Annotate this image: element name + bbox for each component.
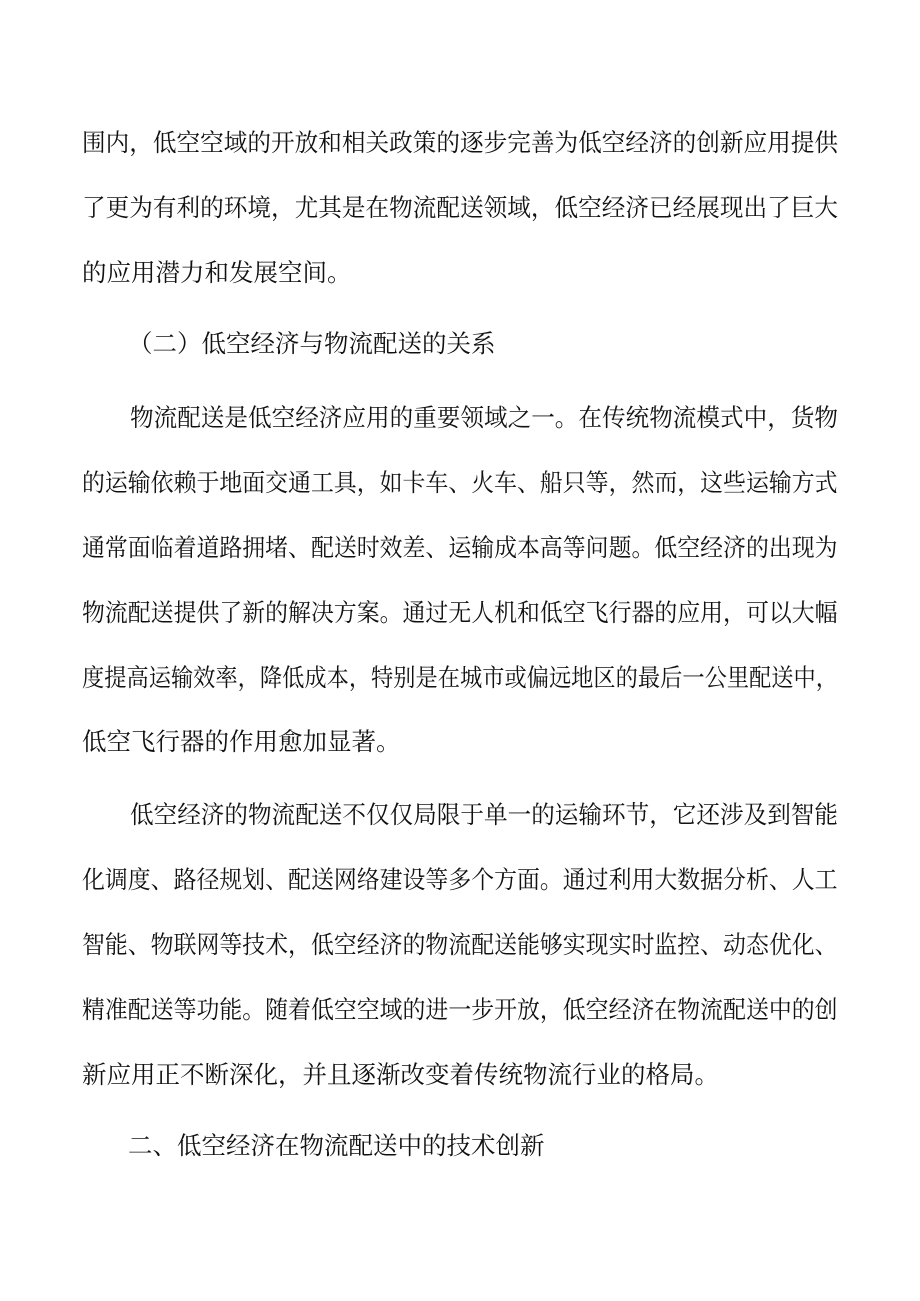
text-line: 度提高运输效率，降低成本，特别是在城市或偏远地区的最后一公里配送中，: [82, 663, 838, 692]
text-line: 的应用潜力和发展空间。: [82, 258, 352, 287]
text-line: 物流配送提供了新的解决方案。通过无人机和低空飞行器的应用，可以大幅: [82, 598, 838, 627]
text-line: 围内，低空空域的开放和相关政策的逐步完善为低空经济的创新应用提供: [82, 128, 838, 157]
text-line: 智能、物联网等技术，低空经济的物流配送能够实现实时监控、动态优化、: [82, 930, 838, 959]
text-line: 低空经济的物流配送不仅仅局限于单一的运输环节，它还涉及到智能: [130, 800, 838, 829]
subsection-heading: （二）低空经济与物流配送的关系: [128, 329, 496, 358]
text-line: 物流配送是低空经济应用的重要领域之一。在传统物流模式中，货物: [130, 403, 838, 432]
text-line: 化调度、路径规划、配送网络建设等多个方面。通过利用大数据分析、人工: [82, 865, 838, 894]
section-heading: 二、低空经济在物流配送中的技术创新: [128, 1131, 545, 1160]
text-line: 了更为有利的环境，尤其是在物流配送领域，低空经济已经展现出了巨大: [82, 193, 838, 222]
text-line: 低空飞行器的作用愈加显著。: [82, 727, 401, 756]
text-line: 通常面临着道路拥堵、配送时效差、运输成本高等问题。低空经济的出现为: [82, 533, 838, 562]
text-line: 新应用正不断深化，并且逐渐改变着传统物流行业的格局。: [82, 1060, 719, 1089]
text-line: 精准配送等功能。随着低空空域的进一步开放，低空经济在物流配送中的创: [82, 995, 838, 1024]
text-line: 的运输依赖于地面交通工具，如卡车、火车、船只等，然而，这些运输方式: [82, 468, 838, 497]
